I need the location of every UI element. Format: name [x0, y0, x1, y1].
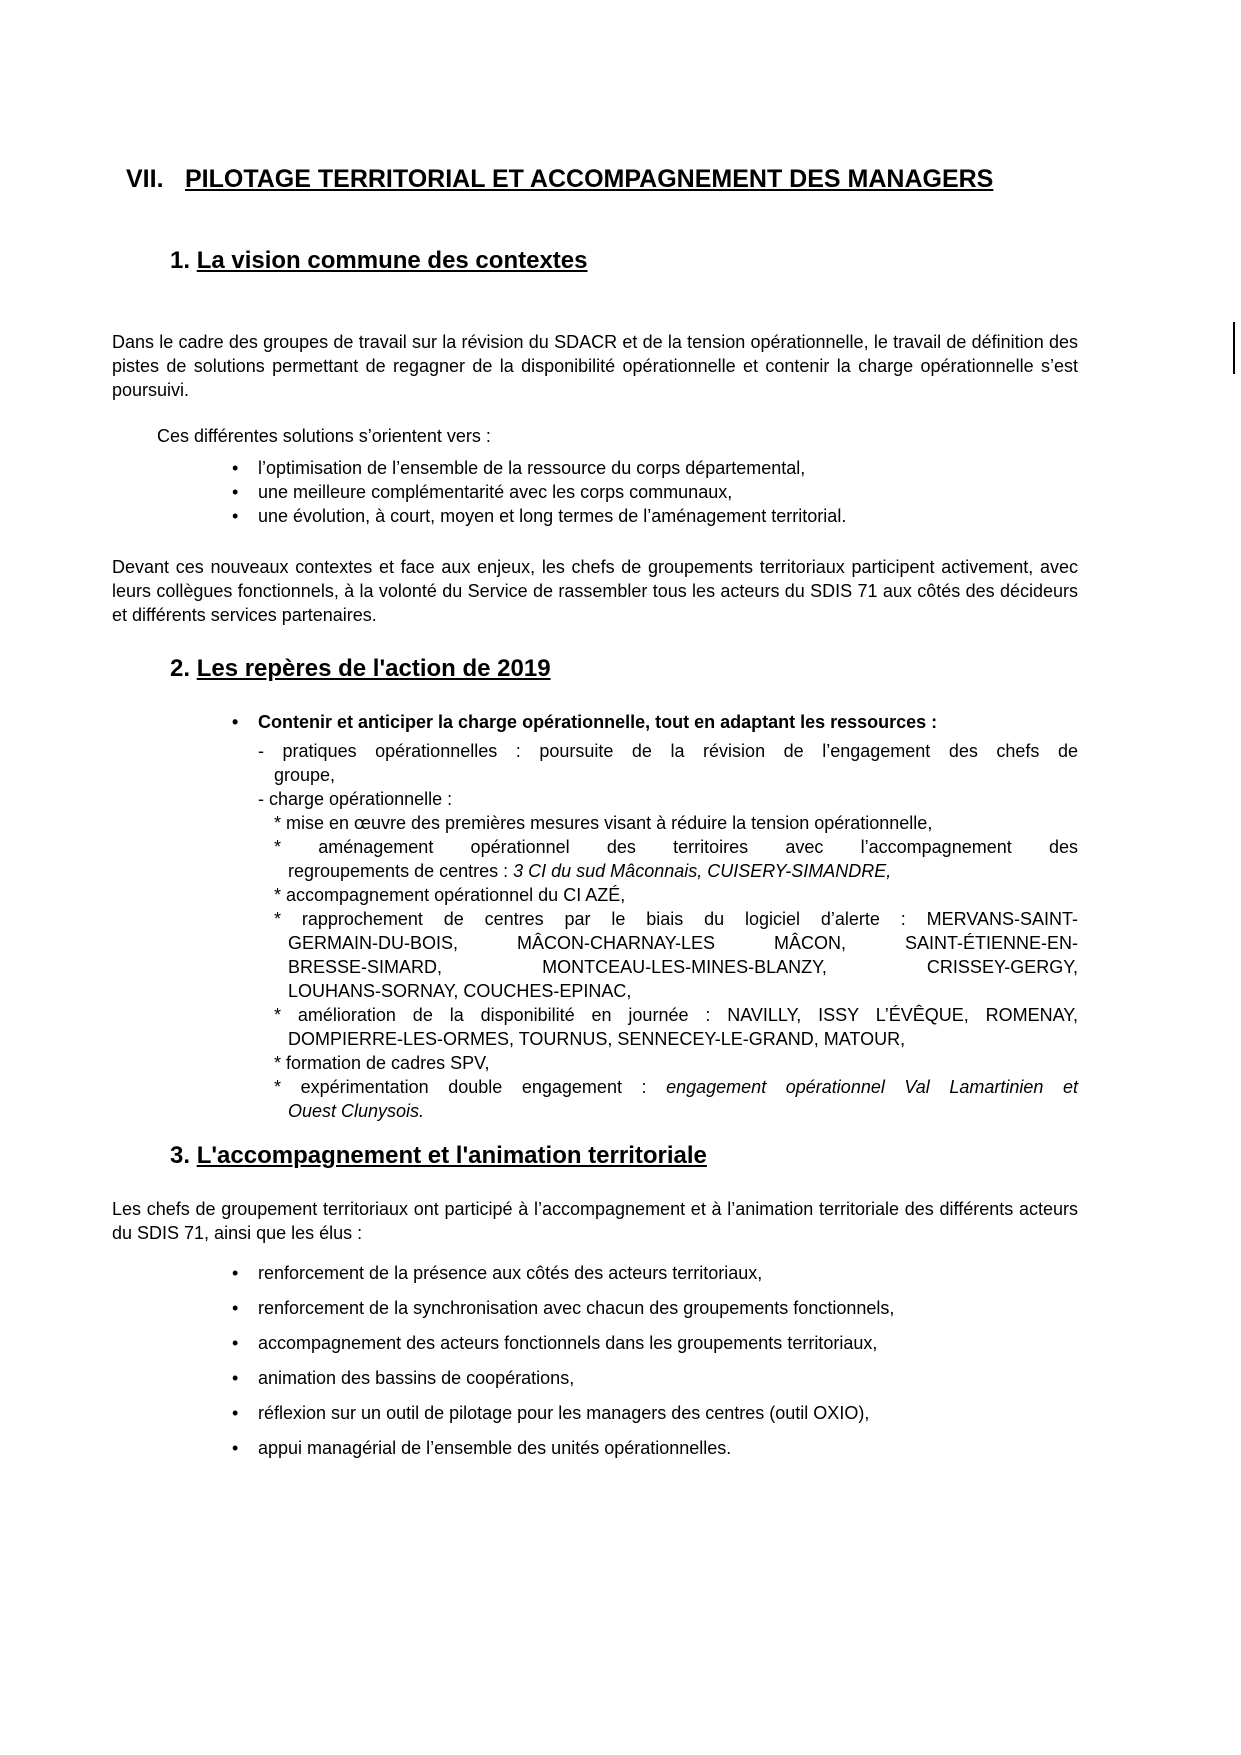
section-2-sub-5-line-2: DOMPIERRE-LES-ORMES, TOURNUS, SENNECEY-LE-GRAND, MATOUR, — [288, 1029, 906, 1049]
section-1-number: 1. — [170, 247, 191, 274]
section-3-paragraph: Les chefs de groupement territoriaux ont participé à l’accompagnement et à l’animation territoriale des différents acteurs du SDIS 71, ainsi que les élus : — [112, 1199, 1078, 1243]
section-2-sub-4-line-2: GERMAIN-DU-BOIS, MÂCON-CHARNAY-LES MÂCON, SAINT-ÉTIENNE-EN- — [288, 933, 1078, 953]
list-item: • réflexion sur un outil de pilotage pour les managers des centres (outil OXIO), — [232, 1403, 870, 1423]
bullet-icon: • — [232, 506, 239, 526]
bullet-icon: • — [232, 1263, 239, 1283]
list-item: • animation des bassins de coopérations, — [232, 1368, 575, 1388]
main-title-text: PILOTAGE TERRITORIAL ET ACCOMPAGNEMENT DES MANAGERS — [185, 165, 994, 193]
list-item: • accompagnement des acteurs fonctionnels dans les groupements territoriaux, — [232, 1333, 878, 1353]
list-item: • renforcement de la synchronisation avec chacun des groupements fonctionnels, — [232, 1298, 895, 1318]
section-1-title: La vision commune des contextes — [196, 247, 588, 274]
section-1-heading — [170, 246, 587, 276]
section-2-sub-1: * mise en œuvre des premières mesures visant à réduire la tension opérationnelle, — [274, 813, 933, 833]
section-2-line-a1: - pratiques opérationnelles : poursuite de la révision de l’engagement des chefs de — [258, 741, 1078, 761]
list-item: • une meilleure complémentarité avec les corps communaux, — [232, 482, 733, 502]
section-3-heading — [170, 1141, 707, 1171]
bullet-icon: • — [232, 482, 239, 502]
section-2-sub-2-line-1: * aménagement opérationnel des territoires avec l’accompagnement des — [274, 837, 1078, 857]
section-2-line-b: - charge opérationnelle : — [258, 789, 453, 809]
section-2-heading — [170, 654, 551, 684]
section-2-sub-2-line-2: regroupements de centres : 3 CI du sud Mâconnais, CUISERY-SIMANDRE, — [288, 861, 892, 881]
section-3-title: L'accompagnement et l'animation territoriale — [196, 1142, 707, 1169]
bullet-icon: • — [232, 458, 239, 478]
section-1-bullet-list — [232, 456, 1072, 528]
list-item: • renforcement de la présence aux côtés des acteurs territoriaux, — [232, 1263, 763, 1283]
section-1-intro: Ces différentes solutions s’orientent vers : — [157, 426, 491, 446]
section-2-line-a2: groupe, — [274, 765, 336, 785]
bullet-icon: • — [232, 1403, 239, 1423]
list-item: • appui managérial de l’ensemble des unités opérationnelles. — [232, 1438, 732, 1458]
section-2-lead-item — [232, 710, 1078, 734]
main-title — [126, 164, 1080, 195]
bullet-icon: • — [232, 712, 239, 732]
section-2-sub-7-line-2: Ouest Clunysois. — [288, 1101, 425, 1121]
section-2-sub-4-line-1: * rapprochement de centres par le biais du logiciel d’alerte : MERVANS-SAINT- — [274, 909, 1078, 929]
section-2-sub-6: * formation de cadres SPV, — [274, 1053, 490, 1073]
section-2-sub-3: * accompagnement opérationnel du CI AZÉ, — [274, 885, 626, 905]
section-2-lead: Contenir et anticiper la charge opérationnelle, tout en adaptant les ressources : — [258, 712, 938, 732]
section-2-sub-4-line-4: LOUHANS-SORNAY, COUCHES-EPINAC, — [288, 981, 632, 1001]
section-2-number: 2. — [170, 655, 191, 682]
bullet-icon: • — [232, 1438, 239, 1458]
main-title-number: VII. — [126, 165, 164, 193]
bullet-icon: • — [232, 1298, 239, 1318]
bullet-icon: • — [232, 1333, 239, 1353]
section-3-number: 3. — [170, 1142, 191, 1169]
section-1-paragraph-2: Devant ces nouveaux contextes et face aux enjeux, les chefs de groupements territoriaux participent activement, avec leurs collègues fonctionnels, à la volonté du Service de rassembler tous les acteurs du SDIS 71 aux côtés des décideurs et différents services partenaires. — [112, 557, 1078, 625]
list-item: • une évolution, à court, moyen et long termes de l’aménagement territorial. — [232, 506, 847, 526]
bullet-icon: • — [232, 1368, 239, 1388]
section-2-sub-5-line-1: * amélioration de la disponibilité en journée : NAVILLY, ISSY L’ÉVÊQUE, ROMENAY, — [274, 1005, 1078, 1025]
section-2-title: Les repères de l'action de 2019 — [196, 655, 551, 682]
section-1-paragraph-1: Dans le cadre des groupes de travail sur la révision du SDACR et de la tension opérationnelle, le travail de définition des pistes de solutions permettant de regagner de la disponibilité opérationnelle et contenir la charge opérationnelle s’est poursuivi. — [112, 332, 1078, 400]
list-item: • l’optimisation de l’ensemble de la ressource du corps départemental, — [232, 458, 806, 478]
change-bar — [1233, 322, 1235, 374]
section-2-sub-7-line-1: * expérimentation double engagement : engagement opérationnel Val Lamartinien et — [274, 1077, 1078, 1097]
section-2-sub-4-line-3: BRESSE-SIMARD, MONTCEAU-LES-MINES-BLANZY, CRISSEY-GERGY, — [288, 957, 1078, 977]
